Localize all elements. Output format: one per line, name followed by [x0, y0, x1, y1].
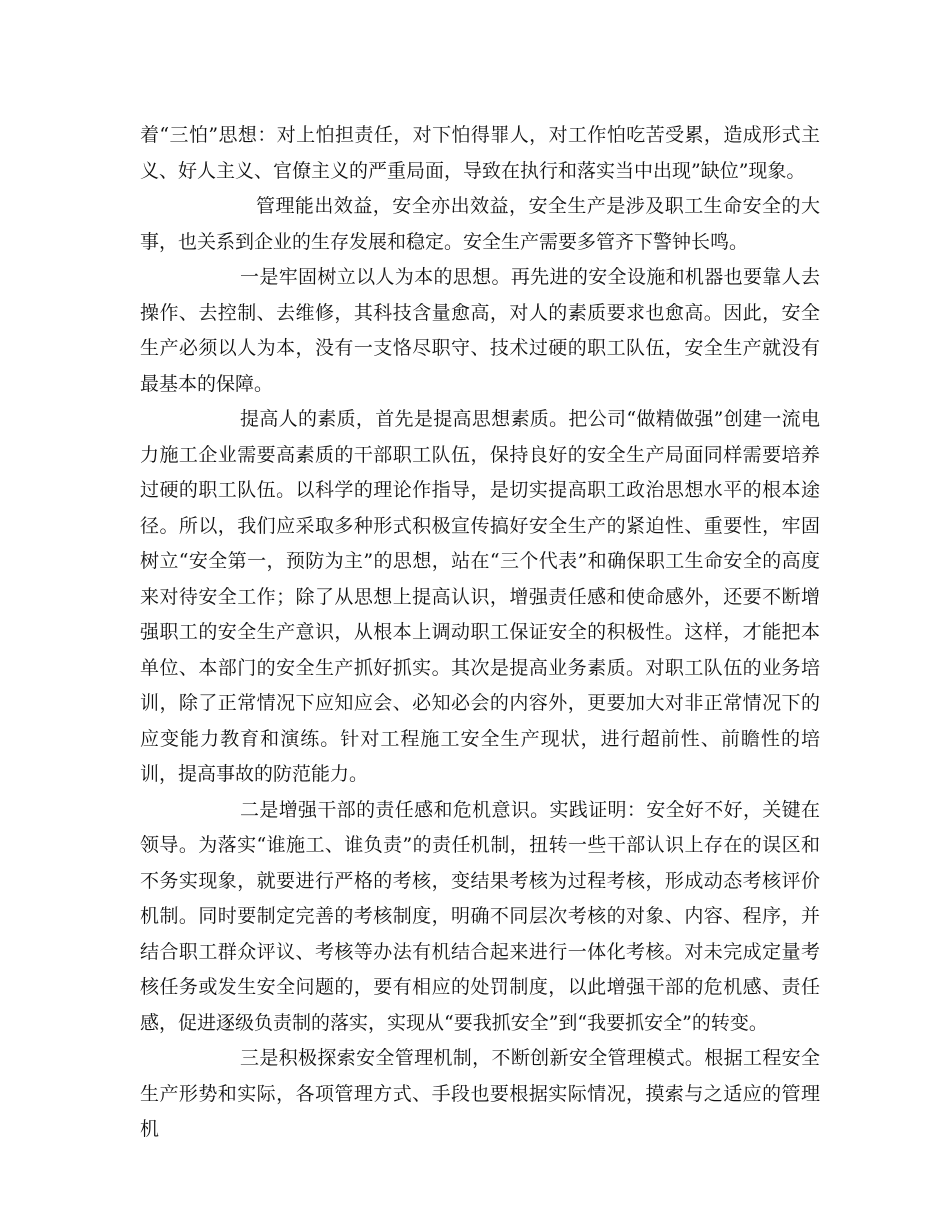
paragraph-improve-quality: 提高人的素质，首先是提高思想素质。把公司“做精做强”创建一流电力施工企业需要高素质的干部职工队伍，保持良好的安全生产局面同样需要培养过硬的职工队伍。以科学的理论作指导，是切实提高职工政治思想水平的根本途径。所以，我们应采取多种形式积极宣传搞好安全生产的紧迫性、重要性，牢固树立“安全第一，预防为主”的思想，站在“三个代表”和确保职工生命安全的高度来对待安全工作；除了从思想上提高认识，增强责任感和使命感外，还要不断增强职工的安全生产意识，从根本上调动职工保证安全的积极性。这样，才能把本单位、本部门的安全生产抓好抓实。其次是提高业务素质。对职工队伍的业务培训，除了正常情况下应知应会、必知必会的内容外，更要加大对非正常情况下的应变能力教育和演练。针对工程施工安全生产现状，进行超前性、前瞻性的培训，提高事故的防范能力。: [140, 408, 820, 785]
paragraph-safety-management-mechanism: 三是积极探索安全管理机制，不断创新安全管理模式。根据工程安全生产形势和实际，各项管理方式、手段也要根据实际情况，摸索与之适应的管理机: [140, 1047, 820, 1140]
paragraph-management-benefit: 管理能出效益，安全亦出效益，安全生产是涉及职工生命安全的大事，也关系到企业的生存发展和稳定。安全生产需要多管齐下警钟长鸣。: [140, 195, 820, 253]
paragraph-people-oriented: 一是牢固树立以人为本的思想。再先进的安全设施和机器也要靠人去操作、去控制、去维修，其科技含量愈高，对人的素质要求也愈高。因此，安全生产必须以人为本，没有一支恪尽职守、技术过硬的职工队伍，安全生产就没有最基本的保障。: [140, 266, 820, 395]
document-body: [140, 118, 820, 1148]
paragraph-cadre-responsibility: 二是增强干部的责任感和危机意识。实践证明：安全好不好，关键在领导。为落实“谁施工、谁负责”的责任机制，扭转一些干部认识上存在的误区和不务实现象，就要进行严格的考核，变结果考核为过程考核，形成动态考核评价机制。同时要制定完善的考核制度，明确不同层次考核的对象、内容、程序，并结合职工群众评议、考核等办法有机结合起来进行一体化考核。对未完成定量考核任务或发生安全问题的，要有相应的处罚制度，以此增强干部的危机感、责任感，促进逐级负责制的落实，实现从“要我抓安全”到“我要抓安全”的转变。: [140, 798, 820, 1034]
paragraph-three-fears: 着“三怕”思想：对上怕担责任，对下怕得罪人，对工作怕吃苦受累，造成形式主义、好人主义、官僚主义的严重局面，导致在执行和落实当中出现”缺位”现象。: [140, 124, 820, 182]
